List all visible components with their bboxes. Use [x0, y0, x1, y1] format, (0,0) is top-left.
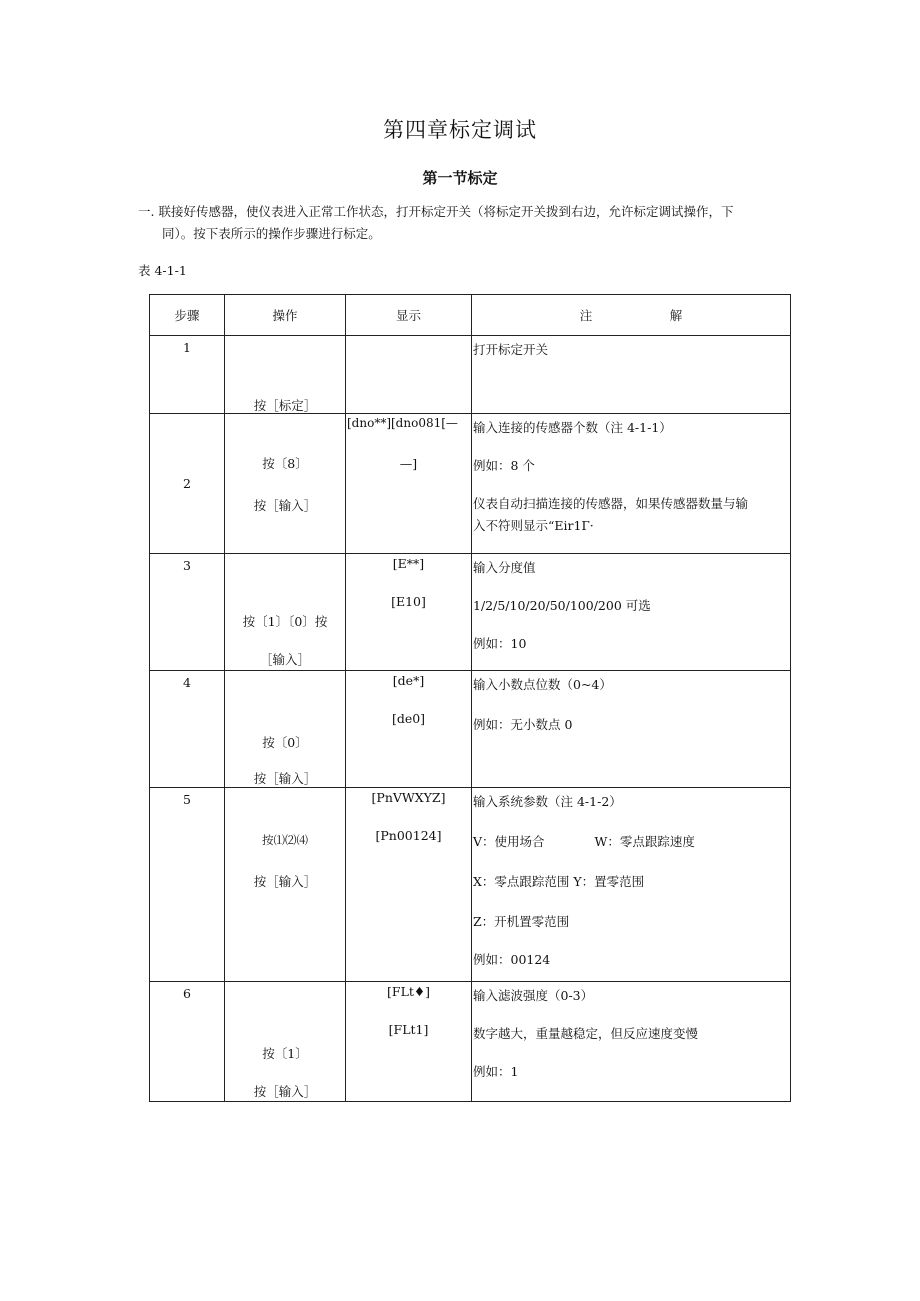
header-note-b: 解: [669, 308, 683, 323]
display-cell: [346, 414, 472, 554]
intro-line-2: 同）。按下表所示的操作步骤进行标定。: [162, 226, 381, 241]
op-line: 按〔1〕〔0〕按: [242, 614, 328, 629]
op-line: 按〔8〕: [262, 456, 308, 471]
display-line: [FLt♦]: [387, 984, 430, 999]
op-line: 按［输入］: [253, 874, 317, 889]
op-line: ［输入］: [259, 652, 310, 667]
step-cell: 2: [150, 414, 225, 554]
table-row: [150, 671, 791, 788]
display-line: [de*]: [392, 673, 425, 688]
note-line: 例如：无小数点 0: [473, 717, 573, 732]
table-caption: 表 4-1-1: [138, 263, 187, 278]
note-line: 例如：1: [473, 1064, 519, 1079]
header-note-a: 注: [579, 308, 593, 323]
note-line: 仪表自动扫描连接的传感器，如果传感器数量与输: [473, 496, 749, 511]
note-line: V：使用场合 W：零点跟踪速度: [473, 834, 695, 849]
display-line: [E**]: [392, 556, 425, 571]
note-line: 打开标定开关: [473, 342, 549, 357]
display-cell: [346, 788, 472, 982]
display-line: —]: [399, 456, 418, 471]
display-line: [dno**][dno081[—: [347, 416, 458, 430]
operation-cell: [225, 336, 346, 414]
calibration-table: [149, 294, 791, 1102]
display-line: [PnVWXYZ]: [371, 790, 446, 805]
note-line: 输入分度值: [473, 560, 536, 575]
op-line: 按〔0〕: [262, 735, 308, 750]
step-cell: 4: [150, 671, 225, 788]
note-line: X：零点跟踪范围 Y：置零范围: [473, 874, 645, 889]
table-row: [150, 982, 791, 1102]
table-row: [150, 554, 791, 671]
operation-cell: [225, 982, 346, 1102]
note-cell: [472, 788, 791, 982]
op-line: 按［输入］: [253, 1084, 317, 1099]
operation-cell: [225, 671, 346, 788]
note-line: 输入小数点位数（0~4）: [473, 677, 612, 692]
display-line: [Pn00124]: [375, 828, 442, 843]
table-row: [150, 336, 791, 414]
operation-cell: [225, 414, 346, 554]
op-line: 按［输入］: [253, 498, 317, 513]
section-title: 第一节标定: [422, 169, 498, 187]
page-title: 第四章标定调试: [383, 118, 537, 142]
display-line: [E10]: [391, 594, 426, 609]
note-line: 输入滤波强度（0-3）: [473, 988, 594, 1003]
op-line: 按⑴⑵⑷: [262, 833, 308, 847]
step-cell: 1: [150, 336, 225, 414]
note-line: Z：开机置零范围: [473, 914, 570, 929]
intro-line-1: 一. 联接好传感器，使仪表进入正常工作状态，打开标定开关（将标定开关拨到右边，允许标定调试操作，下: [138, 204, 734, 219]
note-line: 入不符则显示“Eir1Г·: [473, 518, 594, 533]
table-row: [150, 414, 791, 554]
note-line: 例如：00124: [473, 952, 551, 967]
step-cell: 6: [150, 982, 225, 1102]
display-line: [FLt1]: [388, 1022, 429, 1037]
intro-paragraph: [138, 201, 802, 245]
header-display: 显示: [346, 295, 472, 336]
note-line: 例如：10: [473, 636, 527, 651]
note-cell: [472, 982, 791, 1102]
note-line: 1/2/5/10/20/50/100/200 可选: [473, 598, 651, 613]
op-line: 按〔1〕: [262, 1046, 308, 1061]
display-cell: [346, 554, 472, 671]
op-line: 按［输入］: [253, 771, 317, 786]
note-line: 输入连接的传感器个数（注 4-1-1）: [473, 420, 672, 435]
table-header-row: [150, 295, 791, 336]
note-cell: [472, 554, 791, 671]
note-cell: [472, 336, 791, 414]
note-cell: [472, 414, 791, 554]
header-operation: 操作: [225, 295, 346, 336]
table-row: [150, 788, 791, 982]
note-line: 例如：8 个: [473, 458, 535, 473]
header-note: [472, 295, 791, 336]
note-line: 数字越大，重量越稳定，但反应速度变慢: [473, 1026, 699, 1041]
display-cell: [346, 336, 472, 414]
header-step: 步骤: [150, 295, 225, 336]
display-cell: [346, 671, 472, 788]
display-line: [de0]: [391, 711, 426, 726]
display-cell: [346, 982, 472, 1102]
op-line: 按［标定］: [253, 398, 317, 413]
operation-cell: [225, 554, 346, 671]
note-cell: [472, 671, 791, 788]
step-cell: 5: [150, 788, 225, 982]
note-line: 输入系统参数（注 4-1-2）: [473, 794, 622, 809]
operation-cell: [225, 788, 346, 982]
step-cell: 3: [150, 554, 225, 671]
